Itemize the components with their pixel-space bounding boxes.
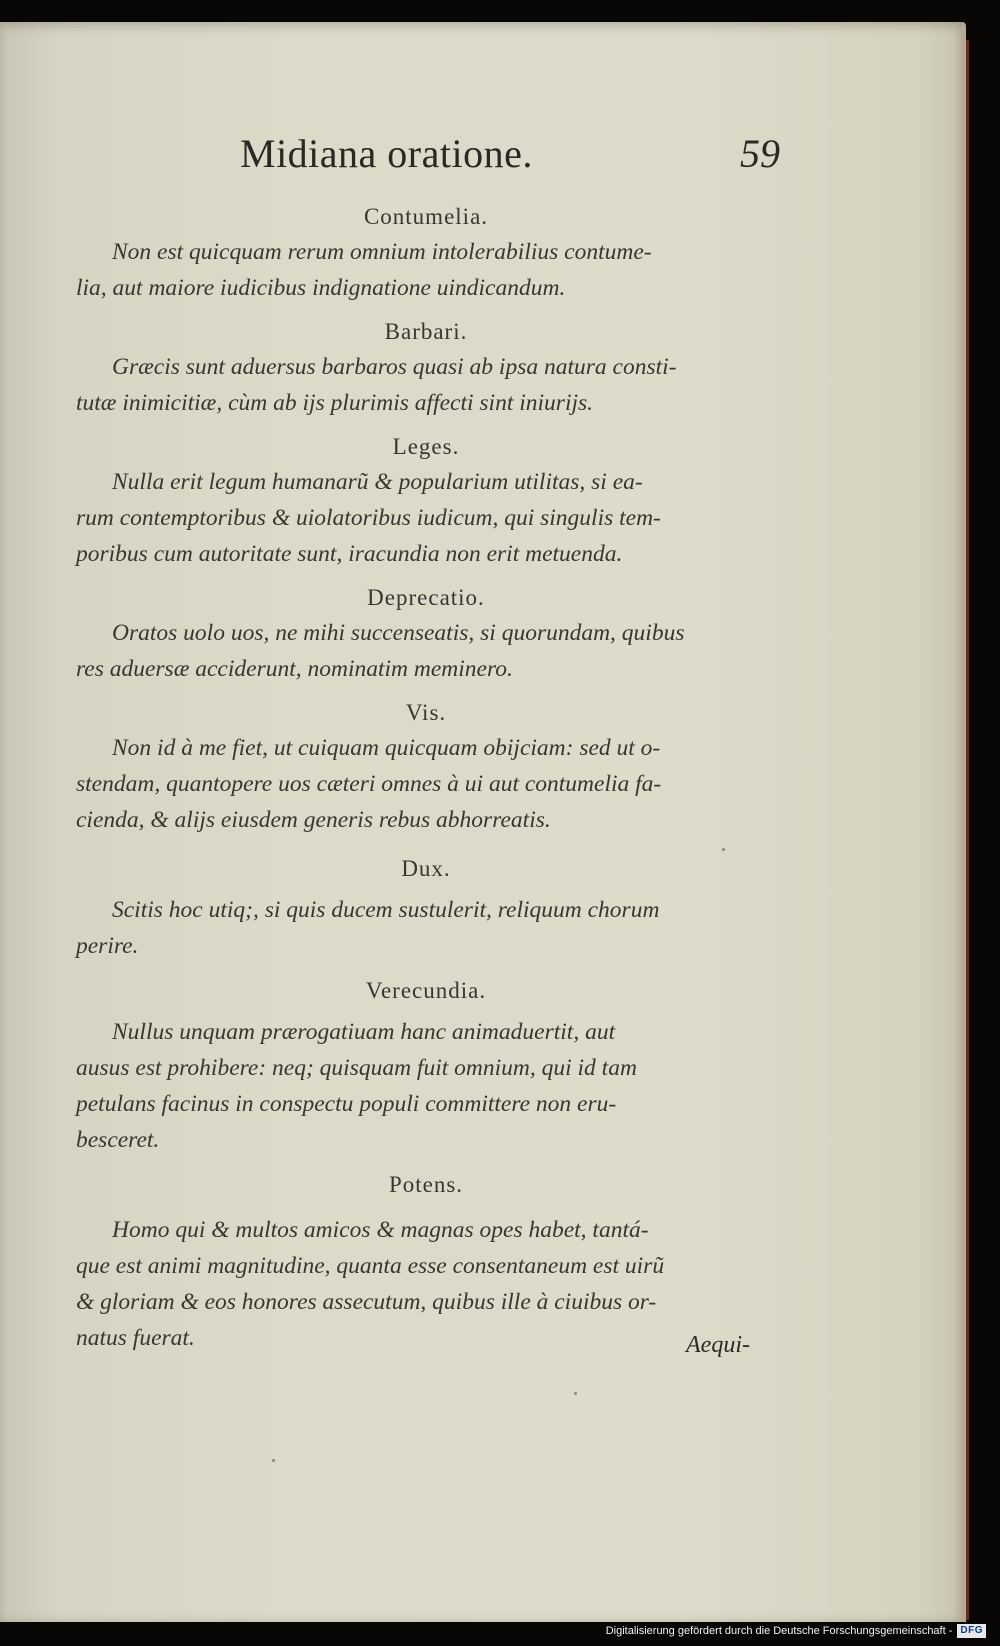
section-vis: [76, 696, 776, 838]
text-line: Nulla erit legum humanarũ & popularium utilitas, si ea-: [112, 469, 643, 495]
section-leges: [76, 430, 776, 572]
section-text: [76, 234, 776, 306]
text-line: Nullus unquam prærogatiuam hanc animaduertit, aut: [112, 1019, 616, 1045]
text-line: tutæ inimicitiæ, cùm ab ijs plurimis affecti sint iniurijs.: [76, 390, 594, 416]
digitization-credit: [606, 1624, 986, 1638]
section-heading: Barbari.: [384, 319, 468, 344]
text-line: Oratos uolo uos, ne mihi succenseatis, si quorundam, quibus: [112, 620, 685, 646]
page-number: 59: [740, 131, 780, 176]
text-line: petulans facinus in conspectu populi committere non eru-: [76, 1091, 617, 1117]
text-line: que est animi magnitudine, quanta esse consentaneum est uirũ: [76, 1253, 665, 1279]
text-line: ausus est prohibere: neq; quisquam fuit omnium, qui id tam: [76, 1055, 637, 1081]
section-heading: Leges.: [392, 434, 460, 459]
section-heading: Vis.: [405, 700, 447, 725]
credit-text: Digitalisierung gefördert durch die Deutsche Forschungsgemeinschaft -: [605, 1625, 953, 1637]
section-dux: [76, 852, 776, 964]
section-heading: Dux.: [401, 856, 451, 881]
paper-speck: [272, 1459, 275, 1462]
page-body: [76, 200, 776, 1356]
text-line: natus fuerat.: [76, 1325, 195, 1351]
catchword: Aequi-: [686, 1332, 750, 1358]
section-barbari: [76, 315, 776, 421]
text-line: poribus cum autoritate sunt, iracundia non erit metuenda.: [76, 541, 623, 567]
text-line: res aduersæ acciderunt, nominatim meminero.: [76, 656, 513, 682]
text-line: besceret.: [76, 1127, 160, 1153]
section-heading: Potens.: [388, 1172, 464, 1197]
text-line: Græcis sunt aduersus barbaros quasi ab ipsa natura consti-: [112, 354, 677, 380]
section-text: [76, 349, 776, 421]
page-edge: [966, 40, 969, 1620]
section-contumelia: [76, 200, 776, 306]
text-line: cienda, & alijs eiusdem generis rebus abhorreatis.: [76, 807, 551, 833]
text-line: perire.: [76, 933, 139, 959]
section-text: [76, 730, 776, 838]
text-line: rum contemptoribus & uiolatoribus iudicum, qui singulis tem-: [76, 505, 661, 531]
section-deprecatio: [76, 581, 776, 687]
book-page: [0, 22, 966, 1622]
text-line: stendam, quantopere uos cæteri omnes à ui aut contumelia fa-: [76, 771, 662, 797]
section-text: [76, 1014, 776, 1158]
section-heading: Deprecatio.: [367, 585, 485, 610]
page-header: [240, 120, 780, 190]
text-line: lia, aut maiore iudicibus indignatione uindicandum.: [76, 275, 566, 301]
section-heading: Contumelia.: [363, 204, 489, 229]
section-text: [76, 1212, 776, 1356]
running-head: Midiana oratione.: [240, 131, 533, 176]
section-text: [76, 615, 776, 687]
section-verecundia: [76, 974, 776, 1158]
text-line: & gloriam & eos honores assecutum, quibus ille à ciuibus or-: [76, 1289, 657, 1315]
text-line: Scitis hoc utiq;, si quis ducem sustulerit, reliquum chorum: [112, 897, 660, 923]
text-line: Non id à me fiet, ut cuiquam quicquam obijciam: sed ut o-: [112, 735, 661, 761]
section-text: [76, 892, 776, 964]
paper-speck: [722, 848, 725, 851]
section-heading: Verecundia.: [365, 978, 487, 1003]
dfg-logo: DFG: [957, 1624, 986, 1638]
text-line: Homo qui & multos amicos & magnas opes habet, tantá-: [112, 1217, 649, 1243]
section-text: [76, 464, 776, 572]
section-potens: [76, 1168, 776, 1356]
text-line: Non est quicquam rerum omnium intolerabilius contume-: [112, 239, 652, 265]
paper-speck: [574, 1392, 577, 1395]
